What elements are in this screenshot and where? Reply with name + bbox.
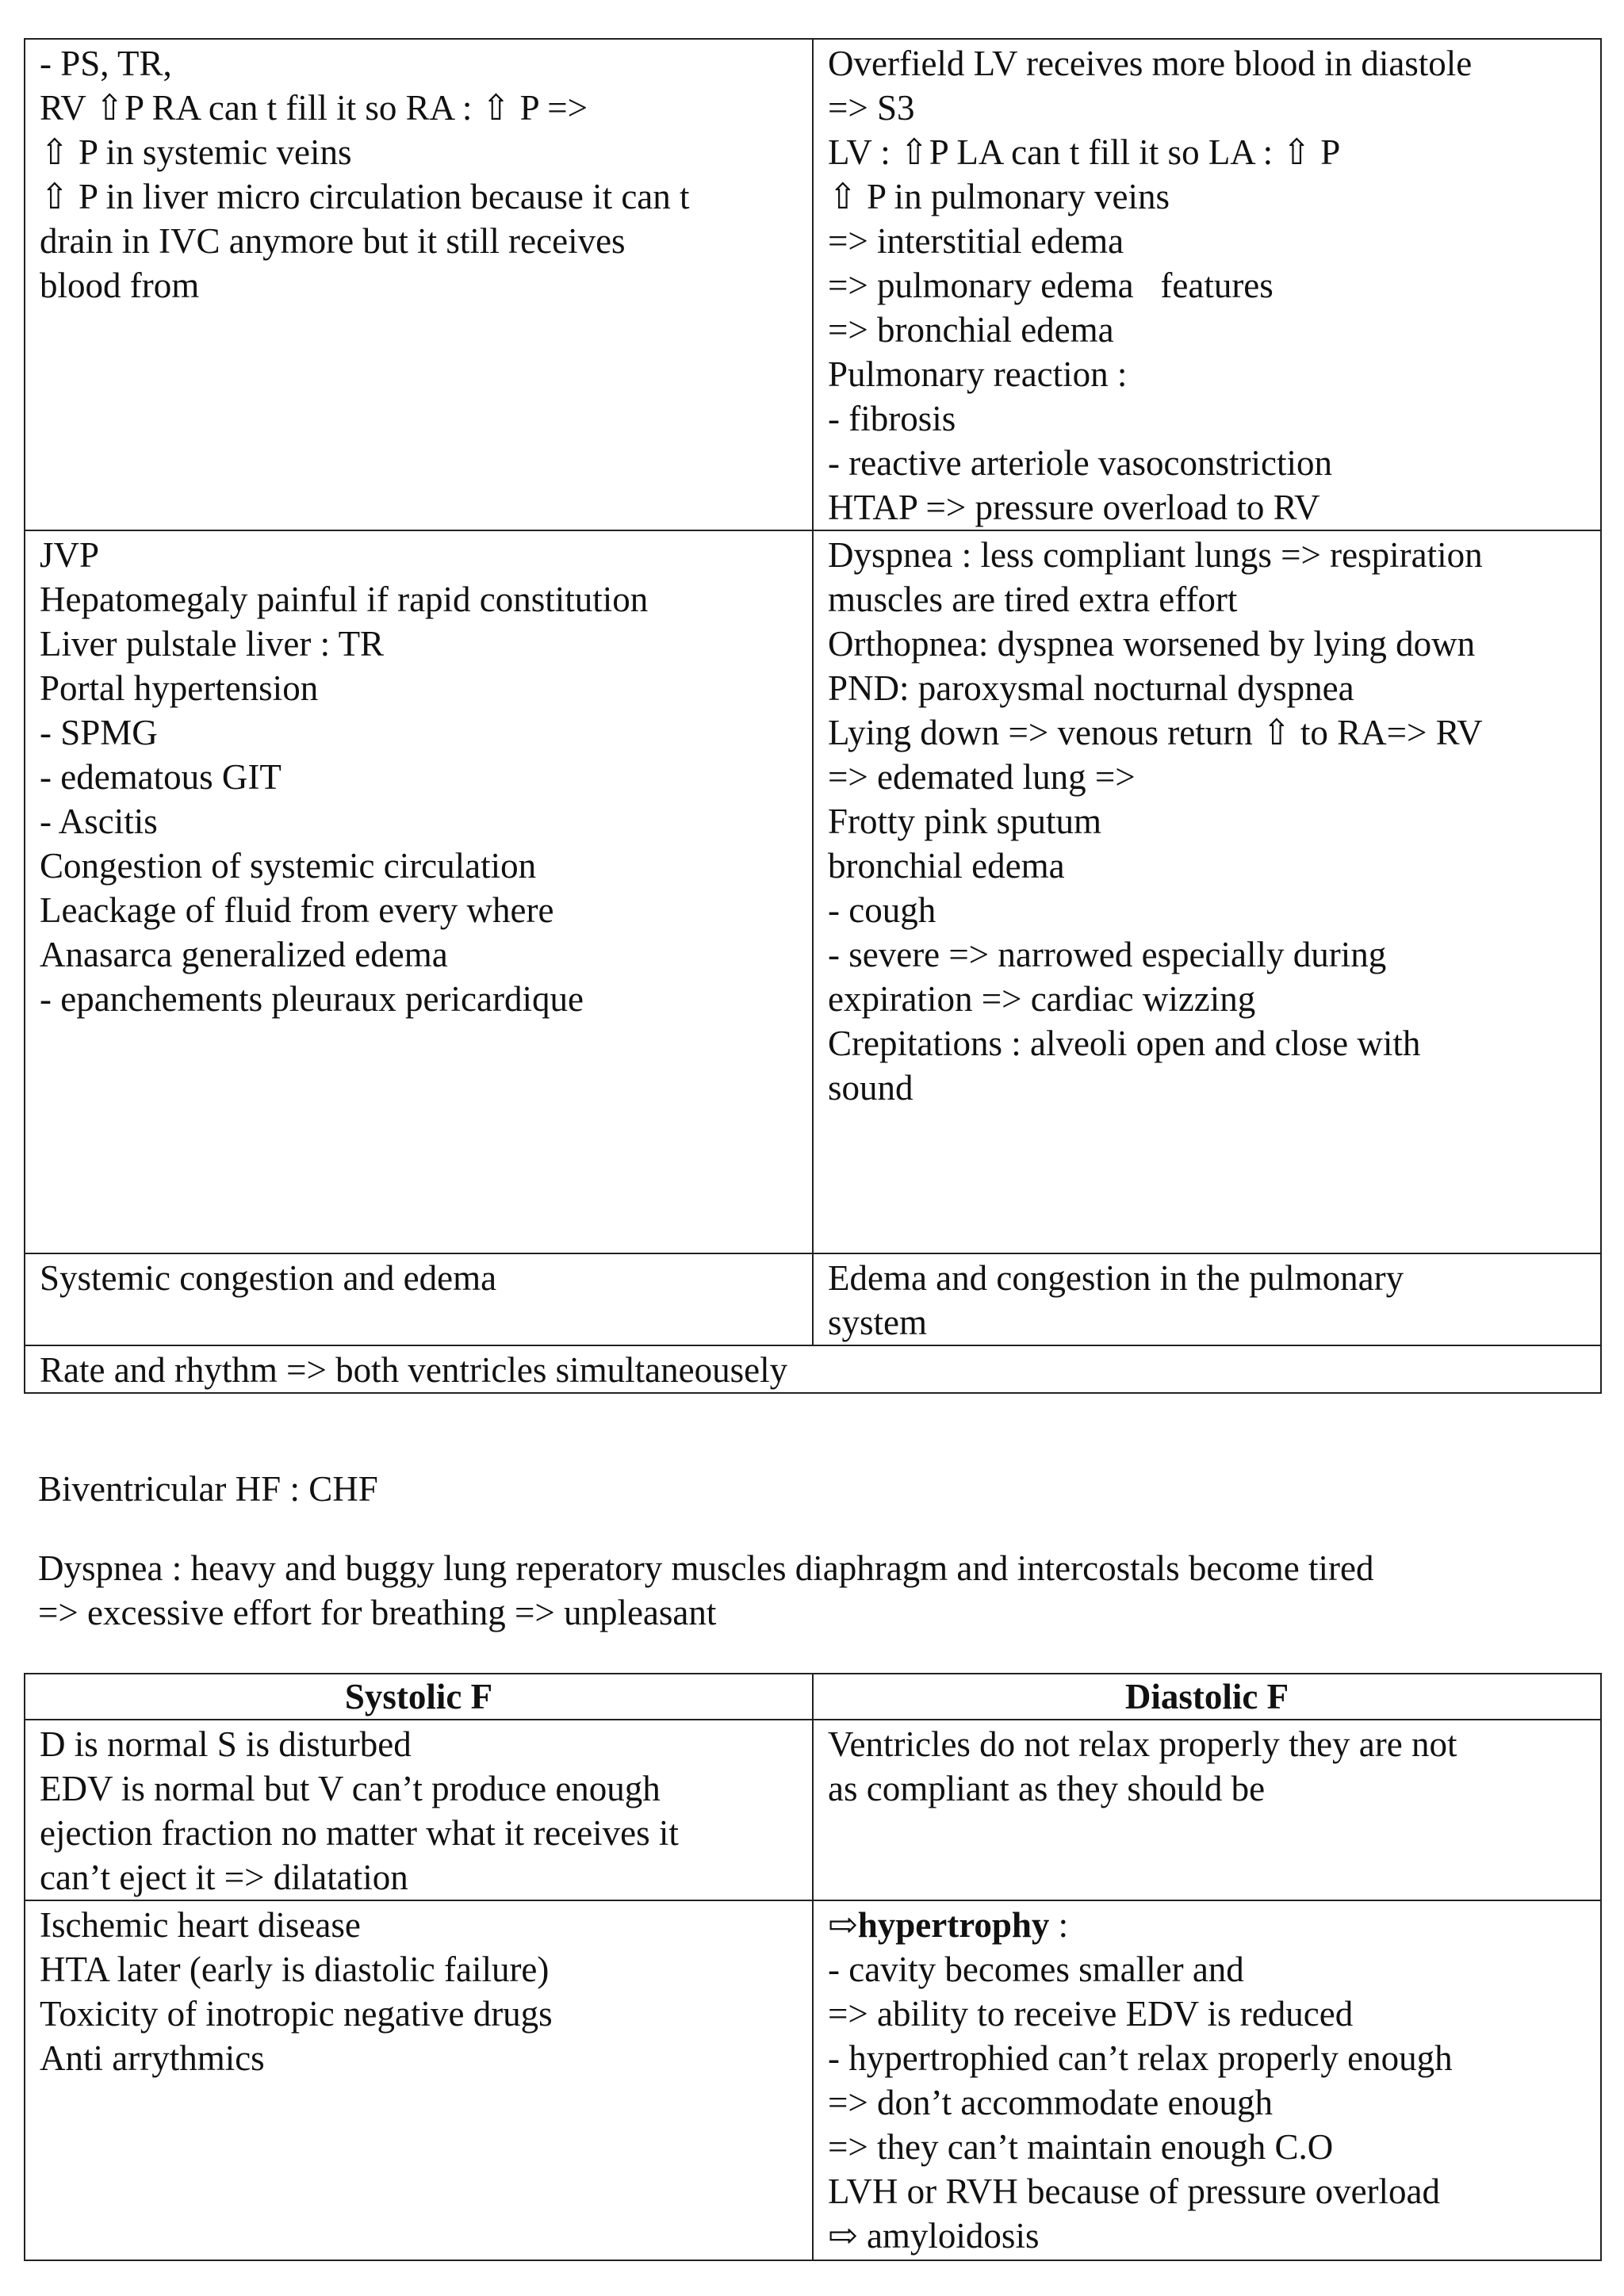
cell-line: => edemated lung => bbox=[828, 757, 1136, 797]
table-row bbox=[25, 530, 1601, 1253]
cell-line: - cough bbox=[828, 890, 936, 930]
cell-line: Leackage of fluid from every where bbox=[40, 890, 554, 930]
cell-line: Systemic congestion and edema bbox=[40, 1258, 497, 1298]
cell-line: Liver pulstale liver : TR bbox=[40, 624, 385, 664]
cell-line: => ability to receive EDV is reduced bbox=[828, 1994, 1354, 2034]
cell-line: => pulmonary edema features bbox=[828, 266, 1274, 305]
cell-line: HTAP => pressure overload to RV bbox=[828, 488, 1320, 527]
cell-line: => S3 bbox=[828, 88, 915, 128]
table-cell bbox=[25, 1253, 813, 1345]
table-cell bbox=[813, 1253, 1601, 1345]
cell-line: JVP bbox=[40, 535, 100, 575]
table-cell bbox=[25, 1720, 813, 1900]
hypertrophy-suffix: : bbox=[1049, 1905, 1069, 1945]
paragraph-line: => excessive effort for breathing => unpleasant bbox=[38, 1593, 717, 1632]
table-row bbox=[25, 1900, 1601, 2260]
paragraph-line: Dyspnea : heavy and buggy lung reperatory muscles diaphragm and intercostals become tired bbox=[38, 1548, 1374, 1588]
cell-line: Crepitations : alveoli open and close with bbox=[828, 1024, 1421, 1063]
table-cell-full-width bbox=[25, 1345, 1601, 1393]
table-cell bbox=[25, 39, 813, 530]
cell-line: LV : ⇧P LA can t fill it so LA : ⇧ P bbox=[828, 132, 1341, 172]
hypertrophy-label: hypertrophy bbox=[857, 1905, 1050, 1945]
table-cell bbox=[25, 1900, 813, 2260]
cell-line: bronchial edema bbox=[828, 846, 1065, 886]
cell-line: Congestion of systemic circulation bbox=[40, 846, 537, 886]
cell-line: Anti arrythmics bbox=[40, 2038, 265, 2078]
cell-line: - severe => narrowed especially during bbox=[828, 935, 1387, 974]
cell-line: LVH or RVH because of pressure overload bbox=[828, 2172, 1441, 2211]
cell-line: Orthopnea: dyspnea worsened by lying down bbox=[828, 624, 1476, 664]
cell-line: drain in IVC anymore but it still receives bbox=[40, 221, 626, 261]
hypertrophy-line bbox=[828, 1903, 1586, 1947]
cell-line: ⇧ P in pulmonary veins bbox=[828, 177, 1170, 216]
cell-line: Ventricles do not relax properly they are not bbox=[828, 1724, 1457, 1764]
cell-line: HTA later (early is diastolic failure) bbox=[40, 1950, 550, 1989]
cell-line: ⇨ amyloidosis bbox=[828, 2216, 1040, 2256]
cell-line: Edema and congestion in the pulmonary bbox=[828, 1258, 1404, 1298]
cell-line: - epanchements pleuraux pericardique bbox=[40, 979, 584, 1019]
cell-line: => bronchial edema bbox=[828, 310, 1114, 350]
cell-line: Hepatomegaly painful if rapid constitution bbox=[40, 580, 649, 619]
cell-line: as compliant as they should be bbox=[828, 1769, 1266, 1808]
cell-line: PND: paroxysmal nocturnal dyspnea bbox=[828, 668, 1354, 708]
table-cell bbox=[25, 530, 813, 1253]
cell-line: - SPMG bbox=[40, 713, 158, 752]
table-cell bbox=[813, 39, 1601, 530]
cell-line: system bbox=[828, 1303, 928, 1342]
cell-line: - hypertrophied can’t relax properly enough bbox=[828, 2038, 1453, 2078]
table-row bbox=[25, 1345, 1601, 1393]
cell-line: blood from bbox=[40, 266, 200, 305]
cell-line: Pulmonary reaction : bbox=[828, 354, 1128, 394]
cell-line: D is normal S is disturbed bbox=[40, 1724, 412, 1764]
cell-line: Toxicity of inotropic negative drugs bbox=[40, 1994, 553, 2034]
table-header-row bbox=[25, 1674, 1601, 1720]
cell-line: expiration => cardiac wizzing bbox=[828, 979, 1256, 1019]
table-row bbox=[25, 1253, 1601, 1345]
heart-failure-comparison-table bbox=[24, 38, 1602, 1394]
cell-line: Ischemic heart disease bbox=[40, 1905, 361, 1945]
cell-line: => they can’t maintain enough C.O bbox=[828, 2127, 1334, 2167]
systolic-diastolic-table bbox=[24, 1673, 1602, 2261]
column-header-systolic: Systolic F bbox=[25, 1674, 813, 1720]
cell-line: => don’t accommodate enough bbox=[828, 2083, 1274, 2122]
arrow-right-icon: ⇨ bbox=[828, 1905, 858, 1945]
cell-line: Rate and rhythm => both ventricles simultaneousely bbox=[40, 1350, 788, 1390]
cell-line: sound bbox=[828, 1068, 914, 1108]
cell-line: - cavity becomes smaller and bbox=[828, 1950, 1244, 1989]
table-cell bbox=[813, 1900, 1601, 2260]
table-row bbox=[25, 1720, 1601, 1900]
cell-line: Anasarca generalized edema bbox=[40, 935, 448, 974]
cell-line: Frotty pink sputum bbox=[828, 802, 1102, 841]
table-row bbox=[25, 39, 1601, 530]
cell-line: can’t eject it => dilatation bbox=[40, 1858, 408, 1897]
cell-line: muscles are tired extra effort bbox=[828, 580, 1238, 619]
cell-line: ⇧ P in systemic veins bbox=[40, 132, 352, 172]
column-header-diastolic: Diastolic F bbox=[813, 1674, 1601, 1720]
cell-line: - Ascitis bbox=[40, 802, 158, 841]
table-cell bbox=[813, 1720, 1601, 1900]
cell-line: Portal hypertension bbox=[40, 668, 319, 708]
cell-line: EDV is normal but V can’t produce enough bbox=[40, 1769, 661, 1808]
cell-line: => interstitial edema bbox=[828, 221, 1124, 261]
section-heading: Biventricular HF : CHF bbox=[38, 1469, 378, 1509]
cell-line: - fibrosis bbox=[828, 399, 956, 438]
cell-line: - edematous GIT bbox=[40, 757, 282, 797]
cell-line: ejection fraction no matter what it receives it bbox=[40, 1813, 679, 1853]
dyspnea-paragraph bbox=[38, 1546, 1592, 1635]
cell-line: - PS, TR, bbox=[40, 44, 172, 83]
cell-line: - reactive arteriole vasoconstriction bbox=[828, 443, 1332, 483]
cell-line: RV ⇧P RA can t fill it so RA : ⇧ P => bbox=[40, 88, 588, 128]
cell-line: Dyspnea : less compliant lungs => respiration bbox=[828, 535, 1483, 575]
table-cell bbox=[813, 530, 1601, 1253]
cell-line: ⇧ P in liver micro circulation because it can t bbox=[40, 177, 690, 216]
cell-line: Overfield LV receives more blood in diastole bbox=[828, 44, 1473, 83]
cell-line: Lying down => venous return ⇧ to RA=> RV bbox=[828, 713, 1483, 752]
